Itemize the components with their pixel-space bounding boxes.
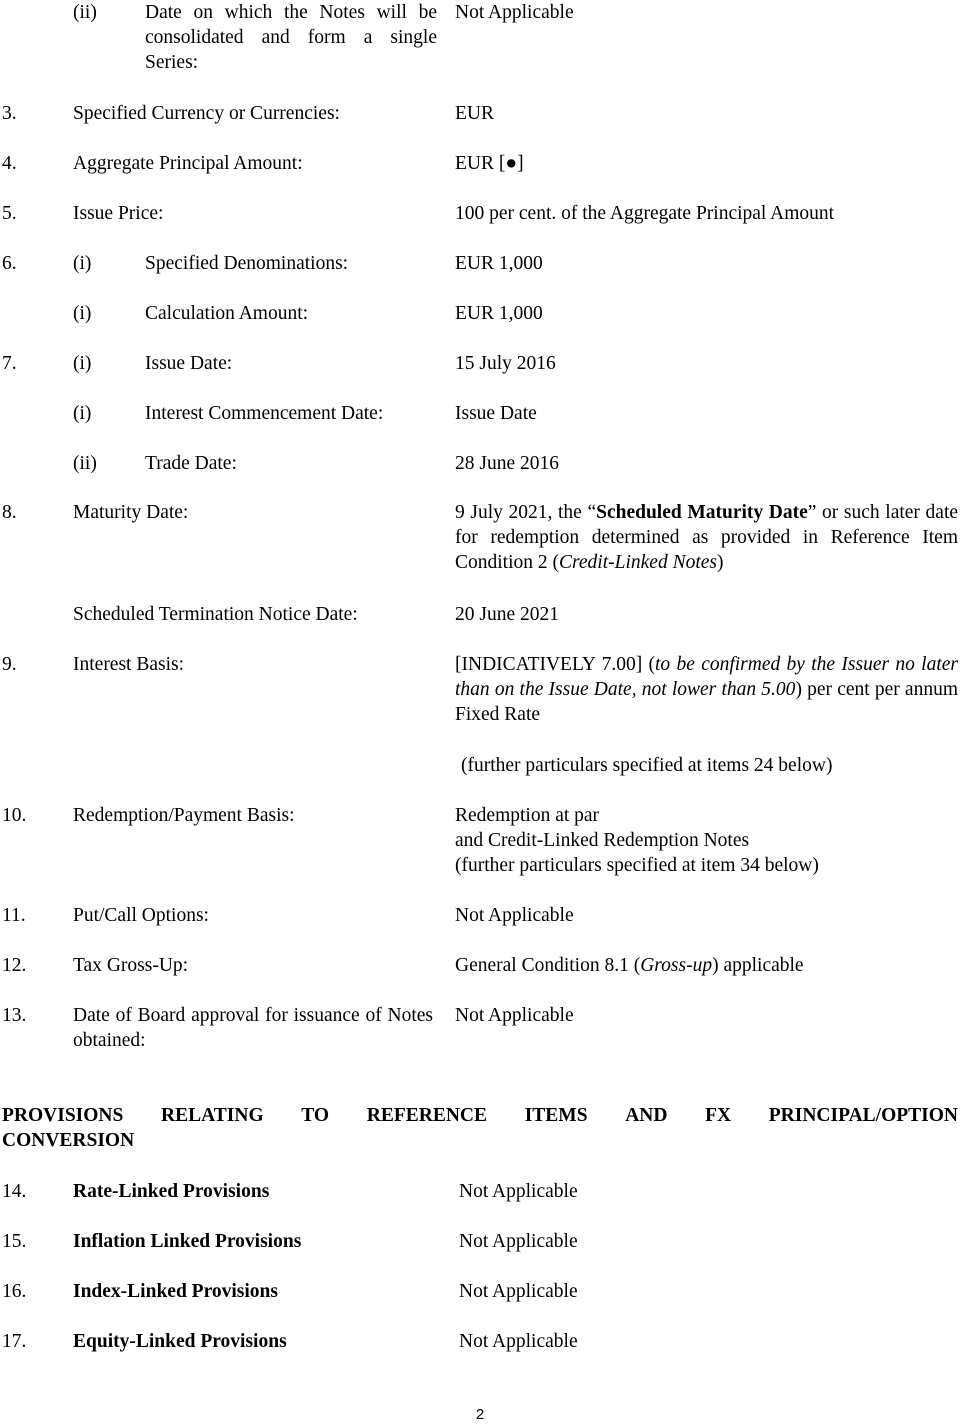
item-number: 16. [2,1281,27,1302]
item-value: Not Applicable [459,1281,578,1302]
section-heading: PROVISIONS RELATING TO REFERENCE ITEMS AND FX PRINCIPAL/OPTION CONVERSION [2,1105,958,1151]
item-number: 13. [2,1005,27,1026]
item-subnumber: (i) [73,303,92,324]
item-number: 5. [2,203,17,224]
item-number: 12. [2,955,27,976]
item-label: Aggregate Principal Amount: [73,153,303,174]
item-subnumber: (ii) [73,453,97,474]
item-number: (ii) [73,2,97,23]
item-label: Redemption/Payment Basis: [73,805,295,826]
item-value: Redemption at par [455,805,600,826]
item-label: Scheduled Termination Notice Date: [73,604,358,625]
item-label: Specified Currency or Currencies: [73,103,340,124]
item-number: 17. [2,1331,27,1352]
page-number: 2 [475,1406,485,1423]
item-number: 4. [2,153,17,174]
item-value: Not Applicable [459,1331,578,1352]
item-label: Calculation Amount: [145,303,309,324]
item-value: Not Applicable [459,1181,578,1202]
item-value: Not Applicable [455,2,574,23]
item-value: EUR [●] [455,153,524,174]
item-number: 7. [2,353,17,374]
maturity-date-value: 9 July 2021, the “Scheduled Maturity Date” or such later date for redemption determined as provided in Reference Item Condition 2 (Credit-Linked Notes) [455,502,959,573]
item-subnumber: (i) [73,403,92,424]
item-value: Not Applicable [455,1005,574,1026]
item-label: Specified Denominations: [145,253,349,274]
item-value: Not Applicable [459,1231,578,1252]
item-value: Not Applicable [455,905,574,926]
item-number: 14. [2,1181,27,1202]
item-number: 11. [2,905,26,926]
item-label: Issue Price: [73,203,164,224]
interest-basis-value: [INDICATIVELY 7.00] (to be confirmed by the Issuer no later than on the Issue Date, not lower than 5.00) per cent per annum Fixed Rate [455,654,959,725]
defined-term: Scheduled Maturity Date [596,502,808,523]
item-value: 28 June 2016 [455,453,559,474]
item-label-consolidation: Date on which the Notes will be consolidated and form a single Series: [145,2,437,73]
item-label: Interest Basis: [73,654,185,675]
item-value: 20 June 2021 [455,604,559,625]
item-label: Trade Date: [145,453,237,474]
item-number: 10. [2,805,27,826]
item-label: Tax Gross-Up: [73,955,189,976]
item-value: (further particulars specified at item 34 below) [455,855,819,876]
item-subnumber: (i) [73,353,92,374]
item-number: 9. [2,654,17,675]
item-value: and Credit-Linked Redemption Notes [455,830,750,851]
item-number: 3. [2,103,17,124]
provision-label: Rate-Linked Provisions [73,1181,270,1202]
item-label: Issue Date: [145,353,233,374]
item-label: Put/Call Options: [73,905,209,926]
item-number: 6. [2,253,17,274]
provision-label: Inflation Linked Provisions [73,1231,302,1252]
item-label: Interest Commencement Date: [145,403,384,424]
provision-label: Equity-Linked Provisions [73,1331,287,1352]
item-value: 100 per cent. of the Aggregate Principal Amount [455,203,835,224]
item-value: EUR 1,000 [455,303,543,324]
item-value: Issue Date [455,403,537,424]
item-value: 15 July 2016 [455,353,556,374]
item-number: 15. [2,1231,27,1252]
item-value: EUR [455,103,494,124]
item-label: Maturity Date: [73,502,189,523]
item-subnumber: (i) [73,253,92,274]
item-value: EUR 1,000 [455,253,543,274]
item-number: 8. [2,502,17,523]
item-note: (further particulars specified at items 24 below) [461,755,833,776]
item-label: Date of Board approval for issuance of Notes obtained: [73,1005,433,1051]
tax-grossup-value: General Condition 8.1 (Gross-up) applicable [455,955,804,976]
provision-label: Index-Linked Provisions [73,1281,278,1302]
